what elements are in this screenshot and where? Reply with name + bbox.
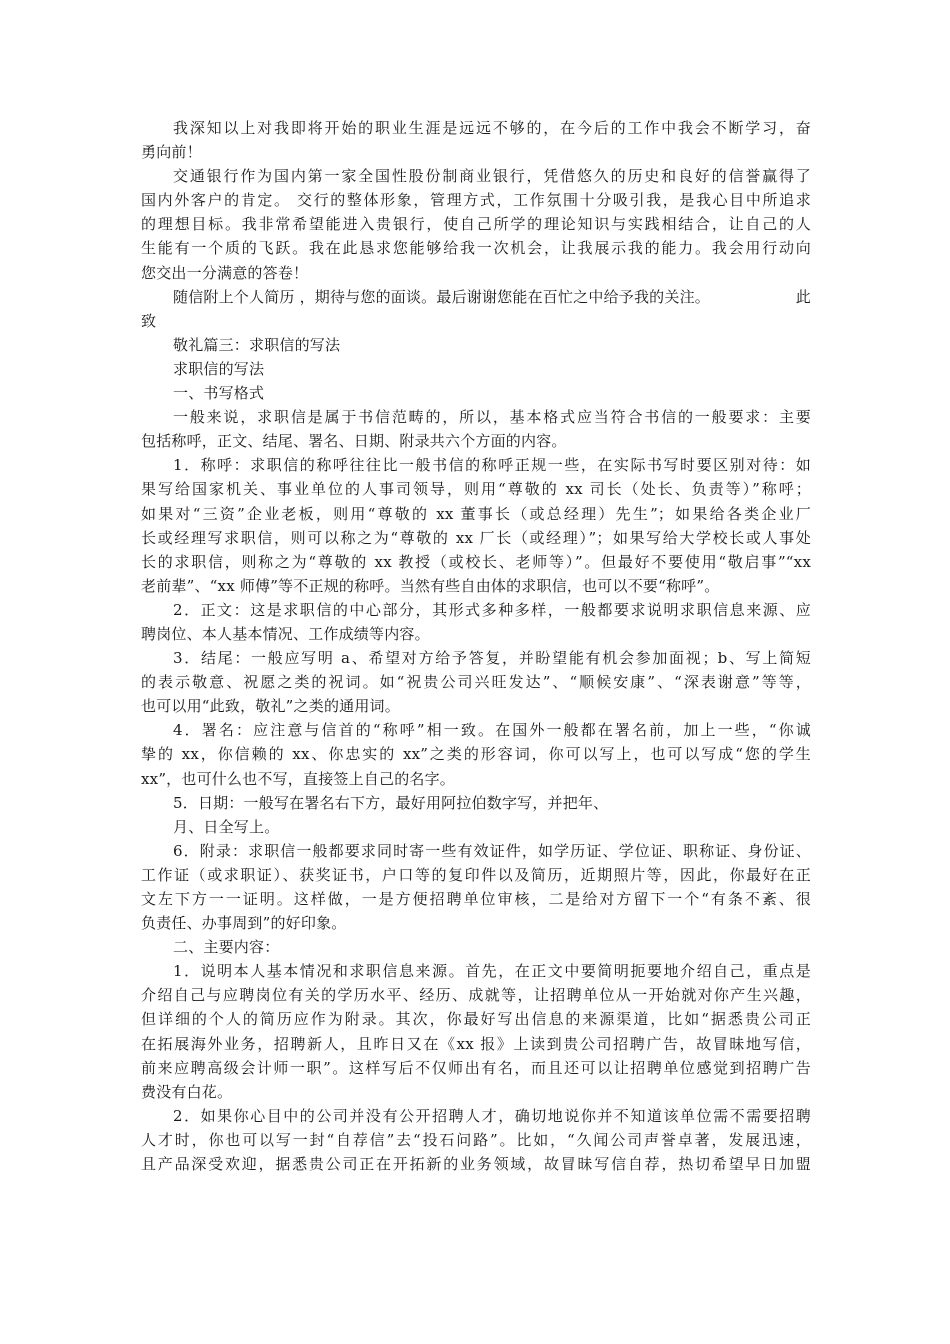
text-line: 一般来说，求职信是属于书信范畴的，所以，基本格式应当符合书信的一般要求：主要 <box>173 408 811 427</box>
text-line: 果写给国家机关、事业单位的人事司领导，则用“尊敬的 xx 司长（处长、负责等）”称呼； <box>141 480 811 499</box>
text-line: 致 <box>141 311 157 330</box>
text-line: 聘岗位、本人基本情况、工作成绩等内容。 <box>141 624 430 643</box>
text-line: 勇向前！ <box>141 143 202 162</box>
text-line: 包括称呼，正文、结尾、署名、日期、附录共六个方面的内容。 <box>141 432 567 451</box>
text-line: 的表示敬意、祝愿之类的祝词。如“祝贵公司兴旺发达”、“顺候安康”、“深表谢意”等等， <box>141 673 811 692</box>
text-line: 2．正文：这是求职信的中心部分，其形式多种多样，一般都要求说明求职信息来源、应 <box>173 600 811 619</box>
text-line: 6．附录：求职信一般都要求同时寄一些有效证件，如学历证、学位证、职称证、身份证、 <box>173 841 811 860</box>
text-line <box>141 285 811 309</box>
text-line: 一、书写格式 <box>173 384 265 403</box>
text-line: 求职信的写法 <box>173 359 265 378</box>
text-line: xx”，也可什么也不写，直接签上自己的名字。 <box>141 769 455 788</box>
text-line: 1．说明本人基本情况和求职信息来源。首先，在正文中要简明扼要地介绍自己，重点是 <box>173 962 811 981</box>
text-line: 2．如果你心目中的公司并没有公开招聘人才，确切地说你并不知道该单位需不需要招聘 <box>173 1106 811 1125</box>
text-line: 如果对“三资”企业老板，则用“尊敬的 xx 董事长（或总经理）先生”；如果给各类企业厂 <box>141 504 811 523</box>
text-line: 敬礼篇三：求职信的写法 <box>173 335 341 354</box>
text-line: 工作证（或求职证）、获奖证书，户口等的复印件以及简历，近期照片等，因此，你最好在正 <box>141 865 811 884</box>
text-line: 且产品深受欢迎，据悉贵公司正在开拓新的业务领域，故冒昧写信自荐，热切希望早日加盟 <box>141 1155 811 1174</box>
text-line: 长或经理写求职信，则可以称之为“尊敬的 xx 厂长（或经理）”；如果写给大学校长或人事处 <box>141 528 811 547</box>
document-body <box>141 116 811 1176</box>
text-line: 3．结尾：一般应写明 a、希望对方给予答复，并盼望能有机会参加面视；b、写上简短 <box>173 649 811 668</box>
text-line: 国内外客户的肯定。 交行的整体形象，管理方式，工作氛围十分吸引我，是我心目中所追求 <box>141 191 811 210</box>
text-line: 交通银行作为国内第一家全国性股份制商业银行，凭借悠久的历史和良好的信誉赢得了 <box>173 167 811 186</box>
text-line: 老前辈”、“xx 师傅”等不正规的称呼。当然有些自由体的求职信，也可以不要“称呼”。 <box>141 576 720 595</box>
text-line: 但详细的个人的简历应作为附录。其次，你最好写出信息的来源渠道，比如“据悉贵公司正 <box>141 1010 811 1029</box>
text-line: 在拓展海外业务，招聘新人，且昨日又在《xx 报》上读到贵公司招聘广告，故冒昧地写信， <box>141 1034 811 1053</box>
text-line: 介绍自己与应聘岗位有关的学历水平、经历、成就等，让招聘单位从一开始就对你产生兴趣， <box>141 986 811 1005</box>
text-line: 负责任、办事周到”的好印象。 <box>141 914 347 933</box>
text-line: 前来应聘高级会计师一职”。这样写后不仅师出有名，而且还可以让招聘单位感觉到招聘广告 <box>141 1058 811 1077</box>
text-segment: 此 <box>795 287 811 306</box>
text-line: 生能有一个质的飞跃。我在此恳求您能够给我一次机会，让我展示我的能力。我会用行动向 <box>141 239 811 258</box>
text-line: 也可以用“此致，敬礼”之类的通用词。 <box>141 697 400 716</box>
text-line: 我深知以上对我即将开始的职业生涯是远远不够的，在今后的工作中我会不断学习，奋 <box>173 119 811 137</box>
text-line: 费没有白花。 <box>141 1082 233 1101</box>
text-line: 人才时，你也可以写一封“自荐信”去“投石问路”。比如，“久闻公司声誉卓著，发展迅速， <box>141 1130 811 1149</box>
text-segment: 随信附上个人简历 ，期待与您的面谈。最后谢谢您能在百忙之中给予我的关注。 <box>173 287 710 306</box>
text-line: 的理想目标。我非常希望能进入贵银行，使自己所学的理论知识与实践相结合，让自己的人 <box>141 215 811 234</box>
text-line: 您交出一分满意的答卷！ <box>141 263 309 282</box>
text-line: 二、主要内容： <box>173 938 280 957</box>
text-line: 挚的 xx，你信赖的 xx、你忠实的 xx”之类的形容词，你可以写上，也可以写成“您的学生 <box>141 745 811 764</box>
text-line: 1．称呼：求职信的称呼往往比一般书信的称呼正规一些，在实际书写时要区别对待：如 <box>173 456 811 475</box>
text-line: 4．署名：应注意与信首的“称呼”相一致。在国外一般都在署名前，加上一些，“你诚 <box>173 721 811 740</box>
text-line: 月、日全写上。 <box>173 817 280 836</box>
text-line: 长的求职信，则称之为“尊敬的 xx 教授（或校长、老师等）”。但最好不要使用“敬启事”“xx <box>141 552 811 571</box>
text-line: 5．日期：一般写在署名右下方，最好用阿拉伯数字写，并把年、 <box>173 793 609 812</box>
text-line: 文左下方一一证明。这样做，一是方便招聘单位审核，二是给对方留下一个“有条不紊、很 <box>141 890 811 908</box>
